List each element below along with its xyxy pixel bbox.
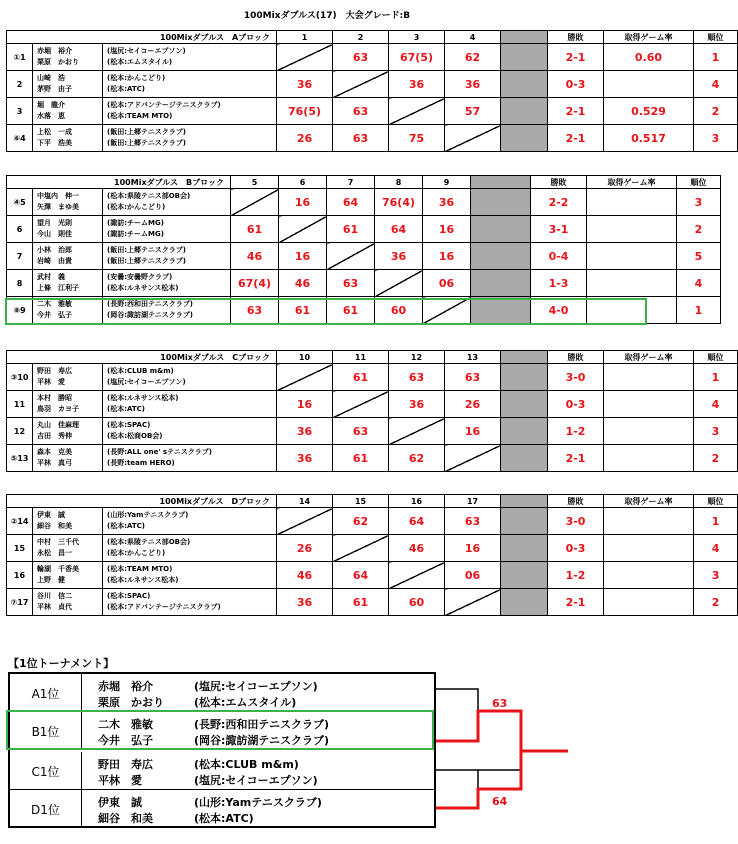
win-loss: 2-1 (548, 98, 604, 125)
match-score: 46 (279, 270, 327, 297)
rank: 4 (677, 270, 721, 297)
club-2: (松本:TEAM MTO) (107, 112, 173, 120)
match-score: 16 (423, 216, 471, 243)
match-score: 57 (445, 98, 501, 125)
entry-position: B1位 (10, 712, 82, 750)
column-number: 11 (333, 351, 389, 364)
column-number: 13 (445, 351, 501, 364)
club-1: (松本:SPAC) (107, 421, 151, 429)
match-score: 61 (279, 297, 327, 324)
player-1: 小林 治郎 (37, 246, 72, 254)
match-score: 75 (389, 125, 445, 152)
player-1: 中塩内 伸一 (37, 192, 79, 200)
match-score: 64 (327, 189, 375, 216)
club-2: (塩尻:セイコーエプソン) (107, 378, 186, 386)
player-2: 上野 健 (37, 576, 65, 584)
club-2: (長野:team HERO) (107, 459, 175, 467)
block-title: 100Mixダブルス Cブロック (7, 351, 277, 364)
rank: 5 (677, 243, 721, 270)
player-1: 山崎 浩 (37, 74, 65, 82)
rank: 1 (694, 44, 738, 71)
entry-club-2: (塩尻:セイコーエプソン) (194, 774, 318, 787)
rank: 1 (694, 508, 738, 535)
seed-number: 8 (7, 270, 33, 297)
match-score: 63 (333, 125, 389, 152)
club-1: (松本:TEAM MTO) (107, 565, 173, 573)
win-loss: 3-0 (548, 364, 604, 391)
player-1: 丸山 佳麻理 (37, 421, 79, 429)
player-2: 下平 浩美 (37, 139, 72, 147)
column-number: 5 (231, 176, 279, 189)
match-score: 63 (231, 297, 279, 324)
rank: 1 (677, 297, 721, 324)
player-1: 望月 光則 (37, 219, 72, 227)
seed-number: ⑧9 (7, 297, 33, 324)
player-1: 輪湖 千香美 (37, 565, 79, 573)
bracket-line-top-black (436, 689, 478, 741)
win-loss: 3-0 (548, 508, 604, 535)
player-1: 二木 雅敏 (37, 300, 72, 308)
rate-header: 取得ゲーム率 (587, 176, 677, 189)
match-score: 06 (445, 562, 501, 589)
match-score: 63 (389, 364, 445, 391)
match-score: 16 (279, 243, 327, 270)
rank: 3 (694, 562, 738, 589)
club-1: (長野:西和田テニスクラブ) (107, 300, 193, 308)
player-1: 野田 寿広 (37, 367, 72, 375)
club-2: (岡谷:諏訪湖テニスクラブ) (107, 311, 193, 319)
column-number: 1 (277, 31, 333, 44)
result-header: 勝敗 (548, 351, 604, 364)
player-2: 茅野 由子 (37, 85, 72, 93)
win-loss: 4-0 (531, 297, 587, 324)
seed-number: ⑦17 (7, 589, 33, 616)
bracket-line-final-black (478, 751, 521, 770)
seed-number: 6 (7, 216, 33, 243)
club-2: (諏訪:チームMG) (107, 230, 164, 238)
club-1: (塩尻:セイコーエプソン) (107, 47, 186, 55)
match-score: 64 (333, 562, 389, 589)
seed-number: 12 (7, 418, 33, 445)
entry-player-1: 野田 寿広 (98, 758, 153, 771)
club-2: (松本:ルネサンス松本) (107, 576, 179, 584)
club-2: (松本:かんこどり) (107, 203, 166, 211)
result-header: 勝敗 (548, 495, 604, 508)
win-loss: 2-2 (531, 189, 587, 216)
rank: 3 (694, 125, 738, 152)
club-2: (松本:ATC) (107, 405, 145, 413)
game-rate: 0.529 (604, 98, 694, 125)
player-1: 武村 義 (37, 273, 65, 281)
win-loss: 0-4 (531, 243, 587, 270)
rank: 4 (694, 535, 738, 562)
match-score: 61 (231, 216, 279, 243)
club-1: (松本:県陵テニス部OB会) (107, 538, 191, 546)
club-1: (松本:アドバンテージテニスクラブ) (107, 101, 221, 109)
club-1: (松本:かんこどり) (107, 74, 166, 82)
match-score: 36 (277, 589, 333, 616)
column-number: 9 (423, 176, 471, 189)
match-score: 36 (277, 418, 333, 445)
entry-club-1: (山形:Yamテニスクラブ) (194, 796, 322, 809)
match-score: 36 (277, 71, 333, 98)
win-loss: 0-3 (548, 391, 604, 418)
club-2: (松本:エムスタイル) (107, 58, 173, 66)
entry-position: A1位 (10, 674, 82, 712)
column-number: 16 (389, 495, 445, 508)
rank: 2 (694, 445, 738, 472)
match-score: 62 (333, 508, 389, 535)
player-2: 今井 弘子 (37, 311, 72, 319)
match-score: 62 (445, 44, 501, 71)
column-number: 3 (389, 31, 445, 44)
player-1: 上松 一成 (37, 128, 72, 136)
bracket-line-bottom-black (436, 770, 478, 808)
seed-number: ⑥4 (7, 125, 33, 152)
club-2: (松本:アドバンテージテニスクラブ) (107, 603, 221, 611)
match-score: 16 (279, 189, 327, 216)
entry-club-2: (松本:ATC) (194, 812, 254, 825)
match-score: 63 (445, 364, 501, 391)
rank: 4 (694, 391, 738, 418)
match-score: 26 (277, 535, 333, 562)
match-score: 16 (445, 418, 501, 445)
club-1: (松本:CLUB m&m) (107, 367, 174, 375)
entry-club-1: (長野:西和田テニスクラブ) (194, 718, 330, 731)
win-loss: 1-3 (531, 270, 587, 297)
club-2: (松本:ATC) (107, 522, 145, 530)
column-number: 15 (333, 495, 389, 508)
match-score: 36 (277, 445, 333, 472)
club-2: (松本:ルネサンス松本) (107, 284, 179, 292)
rate-header: 取得ゲーム率 (604, 351, 694, 364)
block-title: 100Mixダブルス Bブロック (7, 176, 231, 189)
rank: 2 (677, 216, 721, 243)
entry-player-2: 細谷 和美 (98, 812, 153, 825)
match-score: 64 (375, 216, 423, 243)
player-2: 永松 昌一 (37, 549, 72, 557)
column-number: 2 (333, 31, 389, 44)
entry-club-1: (松本:CLUB m&m) (194, 758, 299, 771)
seed-number: 15 (7, 535, 33, 562)
column-number: 10 (277, 351, 333, 364)
entry-position: C1位 (10, 752, 82, 790)
tournament-heading: 【1位トーナメント】 (8, 657, 115, 670)
match-score: 16 (445, 535, 501, 562)
match-score: 61 (327, 297, 375, 324)
match-score: 46 (389, 535, 445, 562)
player-2: 細谷 和美 (37, 522, 72, 530)
bracket-line-top-winner (436, 711, 568, 751)
match-score: 26 (277, 125, 333, 152)
win-loss: 1-2 (548, 562, 604, 589)
seed-number: ③10 (7, 364, 33, 391)
match-score: 63 (333, 418, 389, 445)
semi-score-top: 63 (492, 697, 508, 710)
rank: 3 (694, 418, 738, 445)
entry-player-1: 赤堀 裕介 (98, 680, 153, 693)
player-2: 栗原 かおり (37, 58, 79, 66)
match-score: 61 (333, 589, 389, 616)
club-1: (松本:ルネサンス松本) (107, 394, 179, 402)
player-1: 堀 龍介 (37, 101, 65, 109)
entry-club-1: (塩尻:セイコーエプソン) (194, 680, 318, 693)
match-score: 36 (445, 71, 501, 98)
rank-header: 順位 (677, 176, 721, 189)
match-score: 61 (333, 364, 389, 391)
entry-club-2: (松本:エムスタイル) (194, 696, 297, 709)
player-2: 鳥羽 カヨ子 (37, 405, 79, 413)
seed-number: 11 (7, 391, 33, 418)
club-2: (松本:かんこどり) (107, 549, 166, 557)
club-1: (山形:Yamテニスクラブ) (107, 511, 189, 519)
match-score: 36 (423, 189, 471, 216)
club-2: (飯田:上郷テニスクラブ) (107, 257, 186, 265)
match-score: 67(5) (389, 44, 445, 71)
rank-header: 順位 (694, 495, 738, 508)
seed-number: 2 (7, 71, 33, 98)
match-score: 63 (327, 270, 375, 297)
seed-number: ①1 (7, 44, 33, 71)
result-header: 勝敗 (548, 31, 604, 44)
column-number: 4 (445, 31, 501, 44)
entry-position: D1位 (10, 790, 82, 828)
player-2: 平林 貞代 (37, 603, 72, 611)
entry-player-2: 平林 愛 (98, 774, 142, 787)
column-number: 8 (375, 176, 423, 189)
match-score: 06 (423, 270, 471, 297)
player-1: 森本 克美 (37, 448, 72, 456)
player-1: 中村 三千代 (37, 538, 79, 546)
match-score: 46 (277, 562, 333, 589)
player-2: 平林 真弓 (37, 459, 72, 467)
club-1: (安曇:安曇野クラブ) (107, 273, 173, 281)
match-score: 63 (333, 44, 389, 71)
rank-header: 順位 (694, 31, 738, 44)
seed-number: 3 (7, 98, 33, 125)
rate-header: 取得ゲーム率 (604, 495, 694, 508)
match-score: 36 (389, 71, 445, 98)
entry-player-1: 伊東 誠 (98, 796, 142, 809)
match-score: 61 (327, 216, 375, 243)
club-1: (松本:SPAC) (107, 592, 151, 600)
column-number: 12 (389, 351, 445, 364)
win-loss: 2-1 (548, 44, 604, 71)
semi-score-bottom: 64 (492, 795, 508, 808)
entry-player-2: 今井 弘子 (98, 734, 153, 747)
block-title: 100Mixダブルス Aブロック (7, 31, 277, 44)
win-loss: 2-1 (548, 589, 604, 616)
seed-number: ⑤13 (7, 445, 33, 472)
match-score: 76(4) (375, 189, 423, 216)
club-2: (松本:ATC) (107, 85, 145, 93)
rank-header: 順位 (694, 351, 738, 364)
column-number: 14 (277, 495, 333, 508)
rank: 3 (677, 189, 721, 216)
club-1: (松本:県陵テニス部OB会) (107, 192, 191, 200)
match-score: 61 (333, 445, 389, 472)
player-1: 伊東 誠 (37, 511, 65, 519)
match-score: 63 (333, 98, 389, 125)
result-header: 勝敗 (531, 176, 587, 189)
player-1: 本村 勝昭 (37, 394, 72, 402)
page-title: 100Mixダブルス(17) 大会グレード:B (243, 11, 411, 21)
player-2: 矢澤 まゆ美 (37, 203, 79, 211)
player-1: 谷川 信二 (37, 592, 72, 600)
seed-number: 16 (7, 562, 33, 589)
entry-player-1: 二木 雅敏 (98, 718, 153, 731)
club-2: (松本:松商OB会) (107, 432, 163, 440)
column-number: 17 (445, 495, 501, 508)
match-score: 46 (231, 243, 279, 270)
match-score: 16 (277, 391, 333, 418)
club-1: (長野:ALL one' sテニスクラブ) (107, 448, 212, 456)
win-loss: 3-1 (531, 216, 587, 243)
match-score: 62 (389, 445, 445, 472)
rank: 2 (694, 98, 738, 125)
match-score: 60 (389, 589, 445, 616)
win-loss: 1-2 (548, 418, 604, 445)
player-2: 平林 愛 (37, 378, 65, 386)
match-score: 16 (423, 243, 471, 270)
rank: 2 (694, 589, 738, 616)
seed-number: ④5 (7, 189, 33, 216)
rate-header: 取得ゲーム率 (604, 31, 694, 44)
game-rate: 0.60 (604, 44, 694, 71)
column-number: 7 (327, 176, 375, 189)
match-score: 67(4) (231, 270, 279, 297)
rank: 1 (694, 364, 738, 391)
block-title: 100Mixダブルス Dブロック (7, 495, 277, 508)
player-2: 吉田 秀伸 (37, 432, 72, 440)
club-2: (飯田:上郷テニスクラブ) (107, 139, 186, 147)
match-score: 64 (389, 508, 445, 535)
player-2: 岩崎 由貴 (37, 257, 72, 265)
match-score: 26 (445, 391, 501, 418)
club-1: (飯田:上郷テニスクラブ) (107, 128, 186, 136)
club-1: (飯田:上郷テニスクラブ) (107, 246, 186, 254)
seed-number: ②14 (7, 508, 33, 535)
entry-player-2: 栗原 かおり (98, 696, 164, 709)
player-2: 水落 恵 (37, 112, 65, 120)
column-number: 6 (279, 176, 327, 189)
win-loss: 2-1 (548, 125, 604, 152)
player-1: 赤堀 裕介 (37, 47, 72, 55)
rank: 4 (694, 71, 738, 98)
win-loss: 0-3 (548, 535, 604, 562)
match-score: 76(5) (277, 98, 333, 125)
match-score: 60 (375, 297, 423, 324)
player-2: 上條 江利子 (37, 284, 79, 292)
match-score: 63 (445, 508, 501, 535)
seed-number: 7 (7, 243, 33, 270)
game-rate: 0.517 (604, 125, 694, 152)
entry-club-2: (岡谷:諏訪湖テニスクラブ) (194, 734, 330, 747)
win-loss: 0-3 (548, 71, 604, 98)
match-score: 36 (375, 243, 423, 270)
player-2: 今山 則佳 (37, 230, 72, 238)
win-loss: 2-1 (548, 445, 604, 472)
club-1: (諏訪:チームMG) (107, 219, 164, 227)
match-score: 36 (389, 391, 445, 418)
